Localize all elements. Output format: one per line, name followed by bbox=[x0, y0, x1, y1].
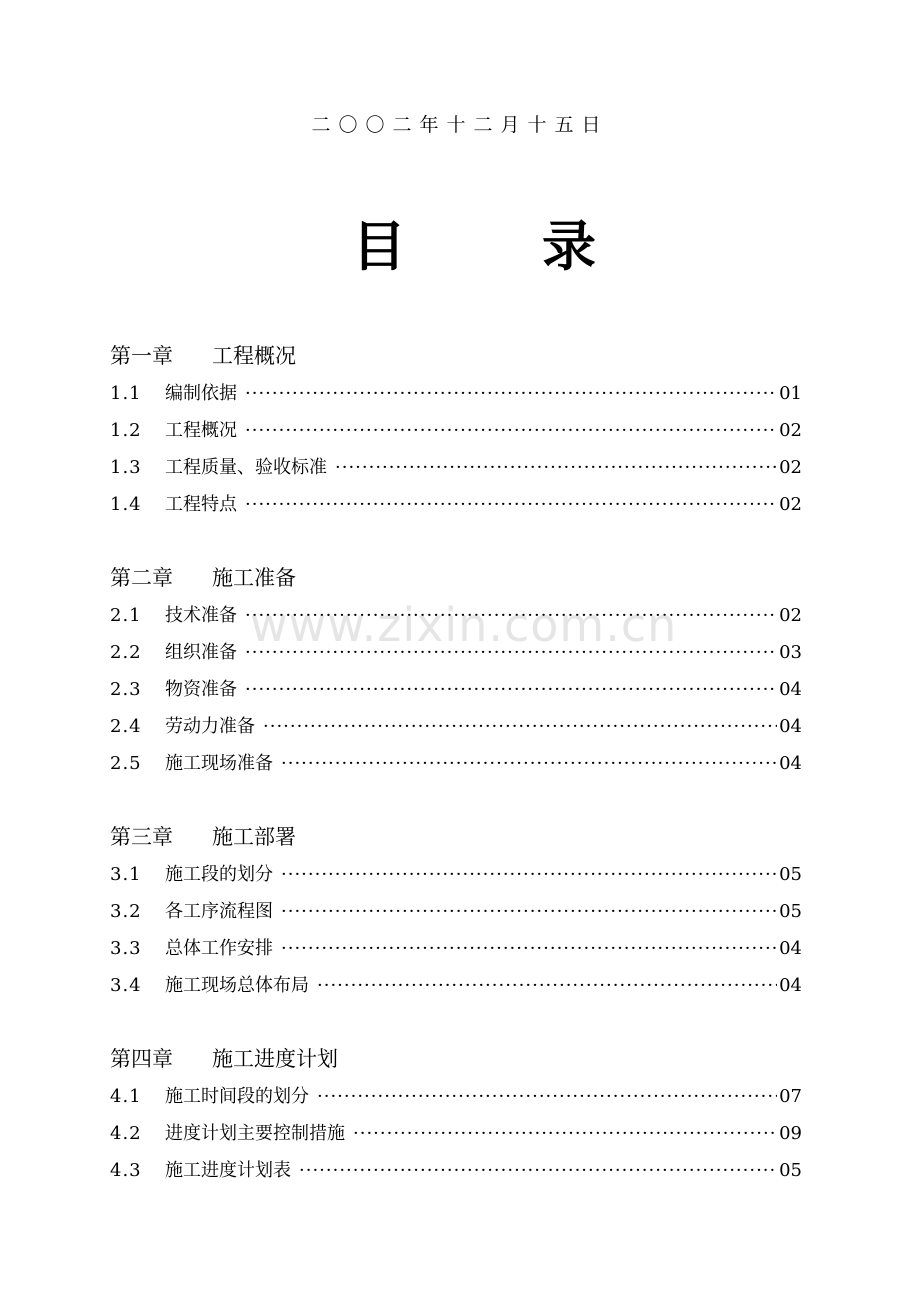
entry-label: 技术准备 bbox=[165, 605, 237, 626]
section-spacer bbox=[110, 1004, 802, 1041]
chapter-number: 第三章 bbox=[110, 825, 173, 849]
dot-leader bbox=[353, 1115, 777, 1152]
dot-leader bbox=[245, 375, 777, 412]
entry-page-number: 04 bbox=[779, 716, 802, 737]
chapter-title: 施工准备 bbox=[212, 566, 296, 590]
chapter-heading[interactable] bbox=[110, 1041, 802, 1078]
toc-entry[interactable] bbox=[110, 1152, 802, 1189]
dot-leader bbox=[245, 412, 777, 449]
table-of-contents bbox=[110, 338, 802, 1189]
dot-leader bbox=[335, 449, 777, 486]
toc-entry[interactable] bbox=[110, 930, 802, 967]
dot-leader bbox=[299, 1152, 777, 1189]
entry-page-number: 04 bbox=[779, 938, 802, 959]
toc-title bbox=[352, 212, 612, 282]
chapter-number: 第二章 bbox=[110, 566, 173, 590]
toc-title-char-2: 录 bbox=[542, 215, 596, 278]
entry-page-number: 05 bbox=[779, 901, 802, 922]
entry-number: 4.1 bbox=[110, 1086, 142, 1107]
dot-leader bbox=[281, 856, 777, 893]
toc-entry[interactable] bbox=[110, 745, 802, 782]
entry-label: 各工序流程图 bbox=[165, 901, 273, 922]
entry-label: 施工现场总体布局 bbox=[165, 975, 309, 996]
entry-page-number: 05 bbox=[779, 1160, 802, 1181]
entry-page-number: 07 bbox=[779, 1086, 802, 1107]
document-date: 二〇〇二年十二月十五日 bbox=[311, 114, 609, 136]
dot-leader bbox=[281, 745, 777, 782]
entry-label: 施工进度计划表 bbox=[165, 1160, 291, 1181]
dot-leader bbox=[245, 634, 777, 671]
chapter-heading[interactable] bbox=[110, 819, 802, 856]
entry-label: 工程概况 bbox=[165, 420, 237, 441]
entry-number: 2.5 bbox=[110, 753, 142, 774]
entry-label: 工程质量、验收标准 bbox=[165, 457, 327, 478]
entry-number: 3.4 bbox=[110, 975, 142, 996]
section-spacer bbox=[110, 523, 802, 560]
chapter-title: 施工进度计划 bbox=[212, 1047, 338, 1071]
toc-entry[interactable] bbox=[110, 671, 802, 708]
entry-number: 1.3 bbox=[110, 457, 142, 478]
watermark: www.zixin.com.cn bbox=[250, 598, 678, 652]
toc-entry[interactable] bbox=[110, 375, 802, 412]
entry-number: 4.2 bbox=[110, 1123, 142, 1144]
entry-page-number: 02 bbox=[779, 420, 802, 441]
entry-page-number: 04 bbox=[779, 679, 802, 700]
chapter-number: 第四章 bbox=[110, 1047, 173, 1071]
chapter-number: 第一章 bbox=[110, 344, 173, 368]
dot-leader bbox=[317, 967, 777, 1004]
toc-entry[interactable] bbox=[110, 449, 802, 486]
chapter-title: 施工部署 bbox=[212, 825, 296, 849]
entry-page-number: 04 bbox=[779, 975, 802, 996]
chapter-heading[interactable] bbox=[110, 560, 802, 597]
section-spacer bbox=[110, 782, 802, 819]
entry-number: 3.1 bbox=[110, 864, 142, 885]
dot-leader bbox=[245, 671, 777, 708]
toc-title-char-1: 目 bbox=[352, 215, 406, 278]
entry-number: 4.3 bbox=[110, 1160, 142, 1181]
toc-entry[interactable] bbox=[110, 708, 802, 745]
entry-page-number: 05 bbox=[779, 864, 802, 885]
toc-entry[interactable] bbox=[110, 1078, 802, 1115]
entry-number: 2.4 bbox=[110, 716, 142, 737]
entry-label: 施工时间段的划分 bbox=[165, 1086, 309, 1107]
entry-number: 1.2 bbox=[110, 420, 142, 441]
entry-page-number: 02 bbox=[779, 457, 802, 478]
entry-number: 2.3 bbox=[110, 679, 142, 700]
entry-number: 1.4 bbox=[110, 494, 142, 515]
entry-page-number: 01 bbox=[779, 383, 802, 404]
entry-number: 1.1 bbox=[110, 383, 142, 404]
dot-leader bbox=[245, 597, 777, 634]
dot-leader bbox=[317, 1078, 777, 1115]
entry-page-number: 03 bbox=[779, 642, 802, 663]
entry-label: 劳动力准备 bbox=[165, 716, 255, 737]
toc-entry[interactable] bbox=[110, 967, 802, 1004]
entry-page-number: 09 bbox=[779, 1123, 802, 1144]
entry-number: 2.2 bbox=[110, 642, 142, 663]
entry-label: 编制依据 bbox=[165, 383, 237, 404]
entry-page-number: 02 bbox=[779, 605, 802, 626]
chapter-title: 工程概况 bbox=[212, 344, 296, 368]
toc-entry[interactable] bbox=[110, 856, 802, 893]
entry-number: 2.1 bbox=[110, 605, 142, 626]
entry-label: 组织准备 bbox=[165, 642, 237, 663]
toc-entry[interactable] bbox=[110, 412, 802, 449]
entry-label: 物资准备 bbox=[165, 679, 237, 700]
entry-page-number: 04 bbox=[779, 753, 802, 774]
toc-entry[interactable] bbox=[110, 597, 802, 634]
dot-leader bbox=[281, 930, 777, 967]
entry-number: 3.2 bbox=[110, 901, 142, 922]
toc-entry[interactable] bbox=[110, 1115, 802, 1152]
entry-label: 进度计划主要控制措施 bbox=[165, 1123, 345, 1144]
dot-leader bbox=[245, 486, 777, 523]
toc-entry[interactable] bbox=[110, 893, 802, 930]
entry-number: 3.3 bbox=[110, 938, 142, 959]
entry-page-number: 02 bbox=[779, 494, 802, 515]
toc-entry[interactable] bbox=[110, 486, 802, 523]
chapter-heading[interactable] bbox=[110, 338, 802, 375]
entry-label: 总体工作安排 bbox=[165, 938, 273, 959]
toc-entry[interactable] bbox=[110, 634, 802, 671]
entry-label: 施工段的划分 bbox=[165, 864, 273, 885]
entry-label: 施工现场准备 bbox=[165, 753, 273, 774]
entry-label: 工程特点 bbox=[165, 494, 237, 515]
dot-leader bbox=[263, 708, 777, 745]
dot-leader bbox=[281, 893, 777, 930]
